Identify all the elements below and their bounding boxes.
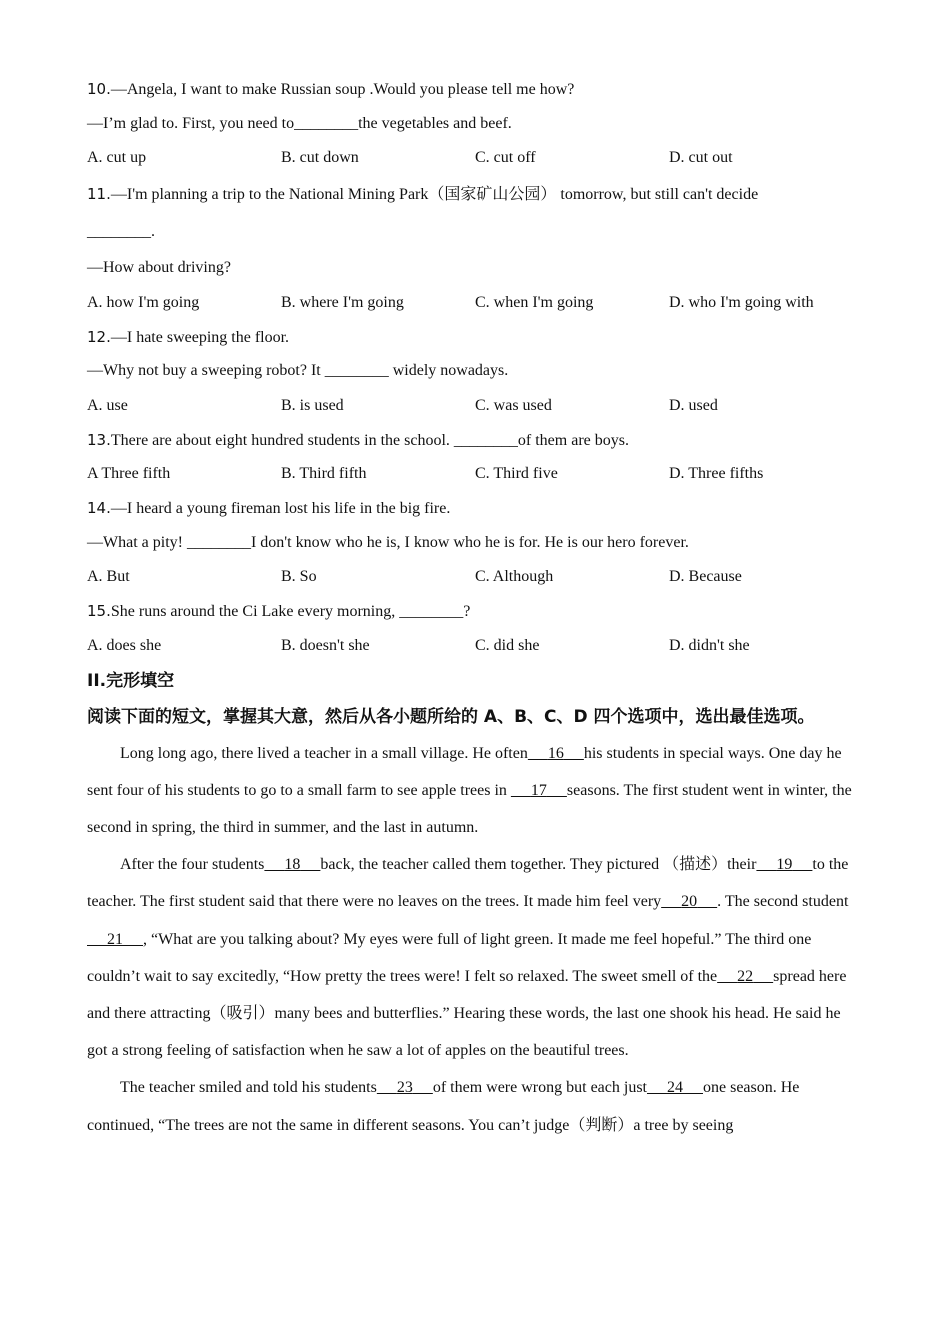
- option-c[interactable]: C. Although: [475, 568, 554, 585]
- question-stem: —I'm planning a trip to the National Mining Park（国家矿山公园） tomorrow, but still can't decide: [110, 186, 759, 203]
- option-a[interactable]: A. use: [87, 396, 128, 414]
- option-d[interactable]: D. Three fifths: [669, 465, 764, 482]
- answer-blank-line: ________.: [87, 223, 155, 240]
- option-a[interactable]: A Three fifth: [87, 465, 171, 482]
- blank-20[interactable]: 20: [681, 893, 698, 911]
- question-number: 13: [87, 430, 107, 449]
- option-a[interactable]: A. cut up: [87, 149, 147, 166]
- option-b[interactable]: B. cut down: [281, 149, 359, 166]
- question-number: 10: [87, 80, 107, 98]
- question-11: 11.—I'm planning a trip to the National Mining Park（国家矿山公园） tomorrow, but still can't decide ________. —How about driving? A. how I'm going B. where I'm going C. when I'm going D. who I'm going with: [87, 175, 863, 320]
- passage-paragraph-1: Long long ago, there lived a teacher in a small village. He often 16 his students in special ways. One day he sent four of his students to go to a small farm to see apple trees in 17 seasons. The first student went in winter, the second in spring, the third in summer, and the last in autumn.: [87, 744, 852, 836]
- option-c[interactable]: C. did she: [475, 636, 540, 654]
- question-stem: —I heard a young fireman lost his life in the big fire.: [110, 500, 451, 517]
- option-a[interactable]: A. does she: [87, 636, 162, 654]
- blank-17[interactable]: 17: [530, 781, 547, 799]
- option-b[interactable]: B. is used: [281, 396, 344, 414]
- question-number: 11: [87, 185, 107, 203]
- blank-23[interactable]: 23: [396, 1079, 413, 1097]
- options-row: [87, 457, 863, 491]
- question-15: 15.She runs around the Ci Lake every morning, ________? A. does she B. doesn't she C. did she D. didn't she: [87, 594, 863, 663]
- answer-line: —How about driving?: [87, 259, 231, 276]
- option-d[interactable]: D. used: [669, 396, 718, 414]
- passage-paragraph-2: After the four students 18 back, the teacher called them together. They pictured （描述）their 19 to the teacher. The first student said that there were no leaves on the trees. It made him feel very 20 . The second student 21 , “What are you talking about? My eyes were full of light green. It made me feel hopeful.” The third one couldn’t wait to say excitedly, “How pretty the trees were! I felt so relaxed. The sweet smell of the 22 spread here and there attracting（吸引）many bees and butterflies.” Hearing these words, the last one shook his head. He said he got a strong feeling of satisfaction when he saw a lot of apples on the beautiful trees.: [87, 856, 849, 1060]
- option-d[interactable]: D. cut out: [669, 149, 733, 166]
- question-14: 14.—I heard a young fireman lost his life in the big fire. —What a pity! ________I don't know who he is, I know who he is for. He is our hero forever. A. But B. So C. Although D. Because: [87, 491, 863, 594]
- options-row: [87, 286, 863, 320]
- question-stem: There are about eight hundred students in the school. ________of them are boys.: [110, 431, 629, 449]
- blank-16[interactable]: 16: [547, 744, 564, 762]
- option-b[interactable]: B. Third fifth: [281, 465, 367, 482]
- section-instruction: 阅读下面的短文，掌握其大意，然后从各小题所给的 A、B、C、D 四个选项中，选出最佳选项。: [87, 706, 815, 727]
- blank-24[interactable]: 24: [666, 1079, 683, 1097]
- question-number: 14: [87, 499, 107, 517]
- option-b[interactable]: B. where I'm going: [281, 293, 404, 311]
- option-d[interactable]: D. Because: [669, 568, 742, 585]
- question-10: 10.—Angela, I want to make Russian soup .Would you please tell me how? —I’m glad to. First, you need to________the vegetables and beef. A. cut up B. cut down C. cut off D. cut out: [87, 72, 863, 175]
- options-row: [87, 141, 863, 175]
- document-page: [87, 72, 863, 1144]
- option-d[interactable]: D. didn't she: [669, 636, 750, 654]
- options-row: [87, 389, 863, 423]
- answer-line: —What a pity! ________I don't know who he is, I know who he is for. He is our hero forever.: [87, 533, 689, 551]
- question-number: 12: [87, 327, 107, 346]
- question-number: 15: [87, 602, 107, 620]
- answer-line: —Why not buy a sweeping robot? It ________ widely nowadays.: [87, 362, 509, 379]
- option-c[interactable]: C. was used: [475, 396, 552, 414]
- options-row: [87, 629, 863, 663]
- option-c[interactable]: C. when I'm going: [475, 293, 594, 311]
- section-heading: II.完形填空: [87, 670, 175, 691]
- option-c[interactable]: C. Third five: [475, 465, 558, 482]
- question-13: 13.There are about eight hundred students in the school. ________of them are boys. A Three fifth B. Third fifth C. Third five D. Three fifths: [87, 423, 863, 492]
- blank-22[interactable]: 22: [737, 967, 754, 985]
- blank-21[interactable]: 21: [107, 930, 123, 948]
- question-stem: —I hate sweeping the floor.: [110, 328, 290, 346]
- option-b[interactable]: B. doesn't she: [281, 636, 370, 654]
- blank-18[interactable]: 18: [284, 856, 301, 874]
- option-d[interactable]: D. who I'm going with: [669, 293, 814, 311]
- option-c[interactable]: C. cut off: [475, 149, 536, 166]
- question-stem: She runs around the Ci Lake every morning, ________?: [110, 603, 471, 620]
- passage-paragraph-3: The teacher smiled and told his students 23 of them were wrong but each just 24 one season. He continued, “The trees are not the same in different seasons. You can’t judge（判断）a tree by seeing: [87, 1079, 800, 1134]
- option-a[interactable]: A. how I'm going: [87, 293, 200, 311]
- blank-19[interactable]: 19: [776, 856, 793, 874]
- options-row: [87, 560, 863, 594]
- question-12: 12.—I hate sweeping the floor. —Why not buy a sweeping robot? It ________ widely nowadays. A. use B. is used C. was used D. used: [87, 320, 863, 423]
- answer-line: —I’m glad to. First, you need to________the vegetables and beef.: [87, 114, 512, 132]
- option-a[interactable]: A. But: [87, 568, 130, 585]
- option-b[interactable]: B. So: [281, 568, 317, 585]
- question-stem: —Angela, I want to make Russian soup .Would you please tell me how?: [110, 81, 575, 98]
